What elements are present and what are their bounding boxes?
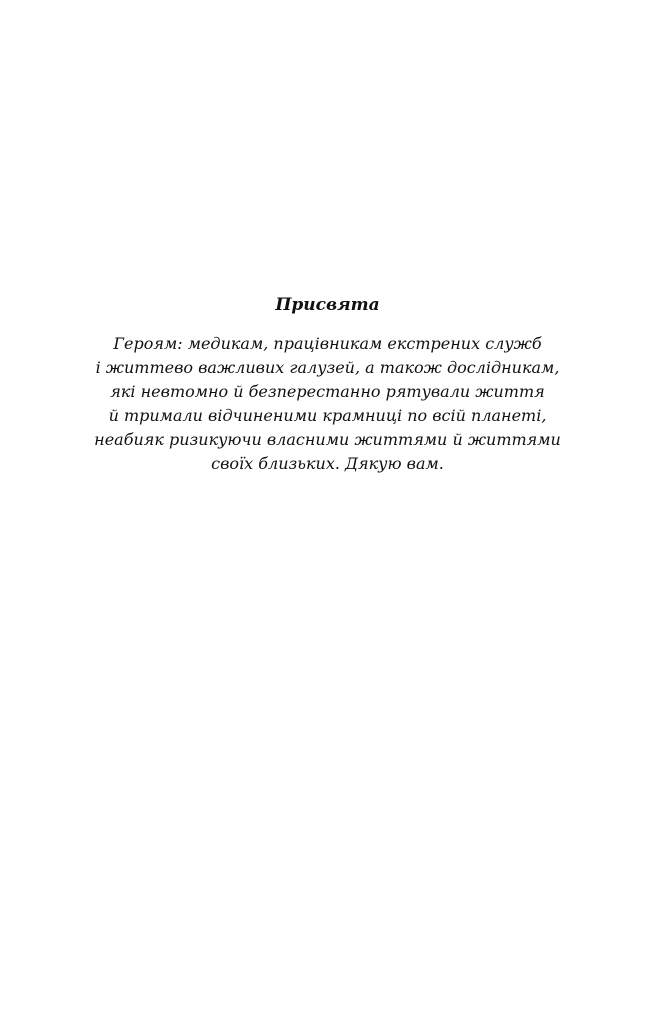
dedication-title: Присвята bbox=[275, 295, 380, 315]
dedication-text bbox=[60, 332, 595, 476]
dedication-line: й тримали відчиненими крамниці по всій планеті, bbox=[108, 406, 547, 425]
dedication-line: неабияк ризикуючи власними життями й життями bbox=[94, 430, 561, 449]
dedication-line: Героям: медикам, працівникам екстрених служб bbox=[113, 334, 542, 353]
dedication-block bbox=[60, 292, 595, 476]
dedication-line: які невтомно й безперестанно рятували життя bbox=[110, 382, 545, 401]
dedication-line: своїх близьких. Дякую вам. bbox=[211, 454, 444, 473]
dedication-line: і життево важливих галузей, а також дослідникам, bbox=[95, 358, 560, 377]
